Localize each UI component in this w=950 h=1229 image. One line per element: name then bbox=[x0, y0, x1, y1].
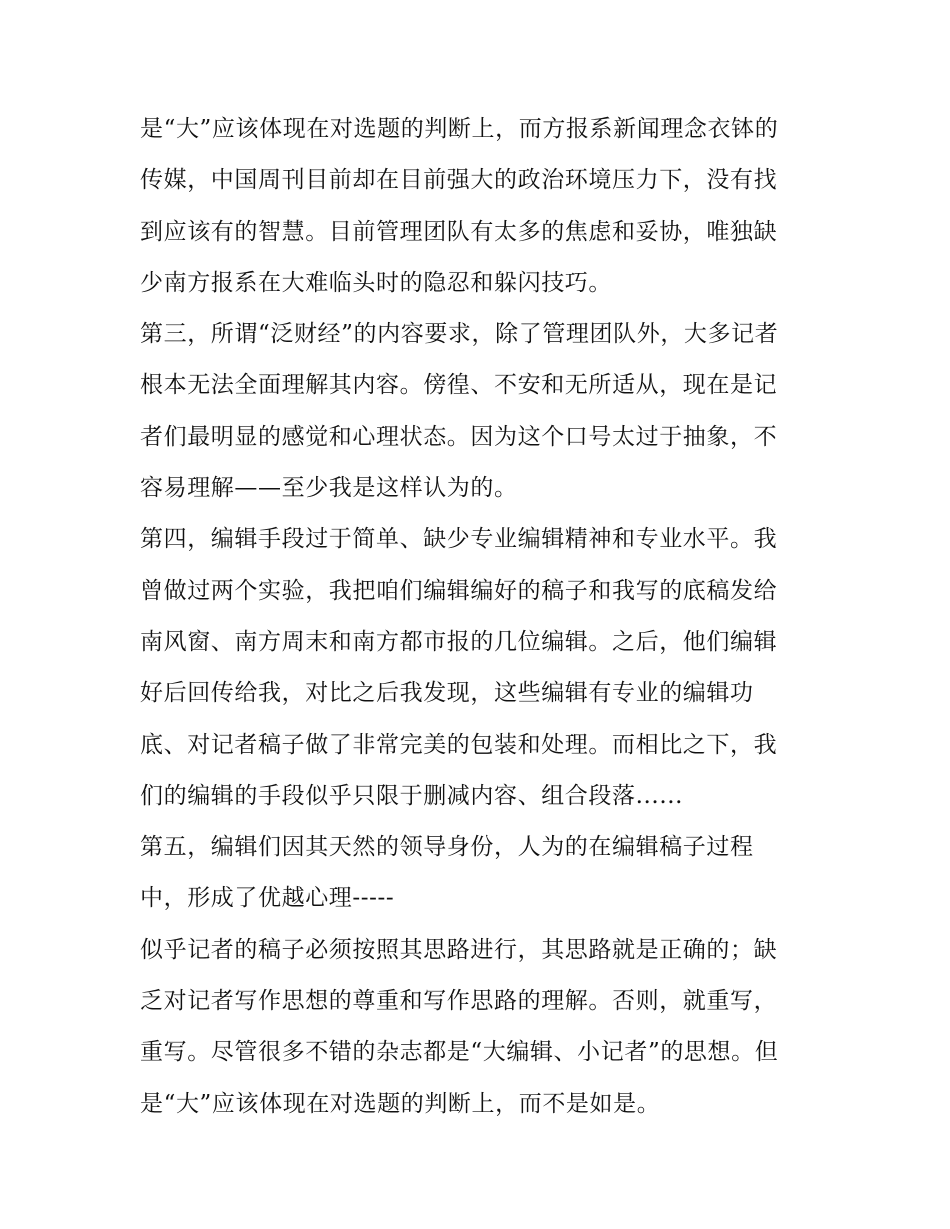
text-line: 曾做过两个实验，我把咱们编辑编好的稿子和我写的底稿发给 bbox=[140, 577, 778, 604]
body-text bbox=[140, 104, 820, 1130]
text-line: 者们最明显的感觉和心理状态。因为这个口号太过于抽象，不 bbox=[140, 423, 778, 450]
text-line: 少南方报系在大难临头时的隐忍和躲闪技巧。 bbox=[140, 269, 612, 296]
text-line: 底、对记者稿子做了非常完美的包装和处理。而相比之下，我 bbox=[140, 731, 778, 758]
text-line: 第四，编辑手段过于简单、缺少专业编辑精神和专业水平。我 bbox=[140, 526, 778, 553]
text-line: 似乎记者的稿子必须按照其思路进行，其思路就是正确的；缺 bbox=[140, 936, 778, 963]
text-line: 到应该有的智慧。目前管理团队有太多的焦虑和妥协，唯独缺 bbox=[140, 218, 778, 245]
text-line: 第三，所谓“泛财经”的内容要求，除了管理团队外，大多记者 bbox=[140, 321, 779, 348]
text-line: 中，形成了优越心理----- bbox=[140, 885, 395, 912]
text-line: 是“大”应该体现在对选题的判断上，而方报系新闻理念衣钵的 bbox=[140, 116, 779, 142]
text-line: 们的编辑的手段似乎只限于删减内容、组合段落...... bbox=[140, 782, 684, 809]
text-line: 容易理解——至少我是这样认为的。 bbox=[140, 475, 518, 502]
text-line: 乏对记者写作思想的尊重和写作思路的理解。否则，就重写， bbox=[140, 988, 778, 1015]
text-line: 重写。尽管很多不错的杂志都是“大编辑、小记者”的思想。但 bbox=[140, 1039, 779, 1066]
text-line: 根本无法全面理解其内容。傍徨、不安和无所适从，现在是记 bbox=[140, 372, 778, 399]
text-line: 第五，编辑们因其天然的领导身份，人为的在编辑稿子过程 bbox=[140, 834, 754, 861]
text-line: 是“大”应该体现在对选题的判断上，而不是如是。 bbox=[140, 1090, 661, 1117]
text-line: 南风窗、南方周末和南方都市报的几位编辑。之后，他们编辑 bbox=[140, 628, 778, 655]
text-line: 好后回传给我，对比之后我发现，这些编辑有专业的编辑功 bbox=[140, 680, 754, 707]
text-line: 传媒，中国周刊目前却在目前强大的政治环境压力下，没有找 bbox=[140, 167, 778, 194]
